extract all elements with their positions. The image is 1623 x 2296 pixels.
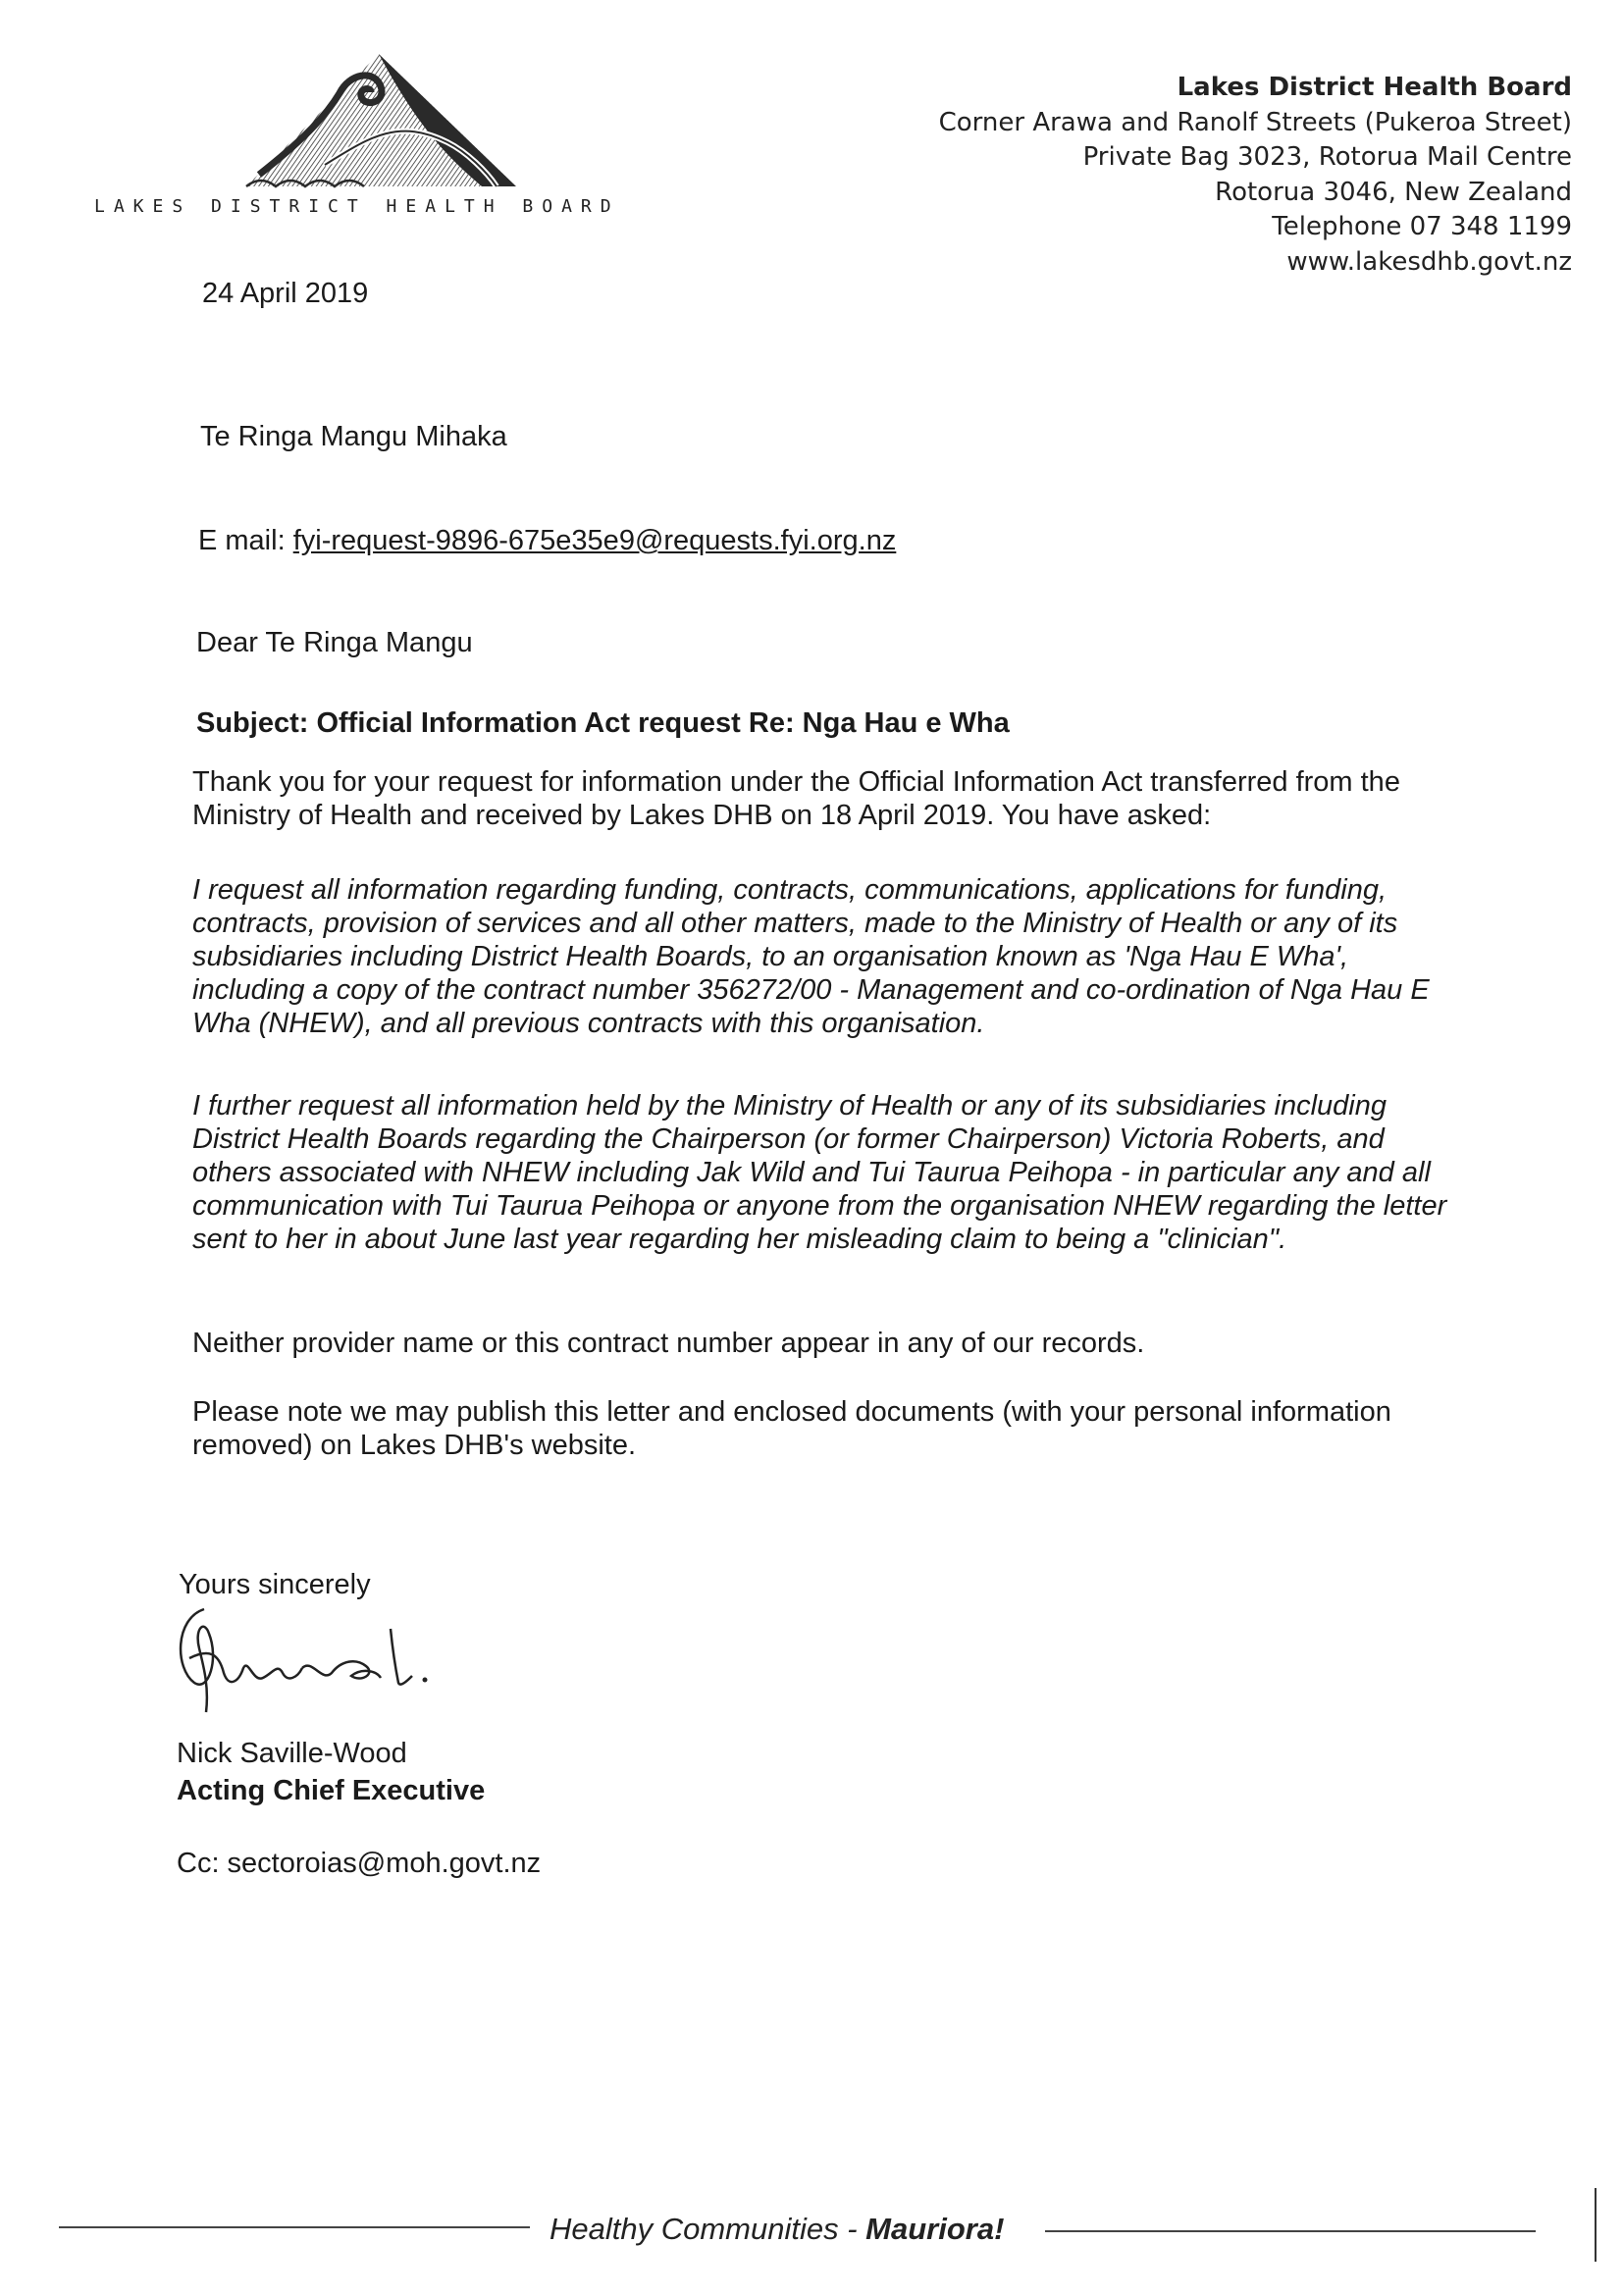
paragraph-publish-notice: Please note we may publish this letter and enclosed documents (with your personal information removed) on Lakes DHB's website. (192, 1396, 1391, 1461)
email-link[interactable]: fyi-request-9896-675e35e9@requests.fyi.org.nz (292, 525, 897, 556)
subject-line: Subject: Official Information Act request Re: Nga Hau e Wha (196, 707, 1010, 739)
website: www.lakesdhb.govt.nz (1286, 246, 1572, 277)
letter-date: 24 April 2019 (202, 278, 369, 309)
paragraph-response: Neither provider name or this contract number appear in any of our records. (192, 1328, 1145, 1359)
recipient-name: Te Ringa Mangu Mihaka (200, 421, 507, 452)
telephone: Telephone 07 348 1199 (1272, 212, 1572, 241)
footer-rule-left (59, 2226, 530, 2228)
quoted-request-1: I request all information regarding funding, contracts, communications, applications for funding, contracts, provision of services and all other matters, made to the Ministry of Health or any of its subsidiaries including District Health Boards, to an organisation known as 'Nga Hau E Wha', including a copy of the contract number 356272/00 - Management and co-ordination of Nga Hau E Wha (NHEW), and all previous contracts with this organisation. (192, 874, 1430, 1039)
closing: Yours sincerely (179, 1569, 371, 1600)
address-line: Corner Arawa and Ranolf Streets (Pukeroa Street) (938, 107, 1572, 137)
handwritten-signature-icon (165, 1590, 449, 1717)
tagline-accent: Mauriora! (865, 2212, 1005, 2246)
org-name: Lakes District Health Board (1177, 73, 1572, 102)
logo-wordmark: LAKES DISTRICT HEALTH BOARD (94, 196, 620, 217)
recipient-email (198, 524, 896, 557)
address-line: Private Bag 3023, Rotorua Mail Centre (1082, 142, 1572, 172)
cc-line: Cc: sectoroias@moh.govt.nz (177, 1848, 542, 1879)
footer-rule-right (1045, 2230, 1536, 2232)
quoted-request-2: I further request all information held by the Ministry of Health or any of its subsidiaries including District Health Boards regarding the Chairperson (or former Chairperson) Victoria Roberts, and others associated with NHEW including Jak Wild and Tui Taurua Peihopa - in particular any and all communication with Tui Taurua Peihopa or anyone from the organisation NHEW regarding the letter sent to her in about June last year regarding her misleading claim to being a "clinician". (192, 1090, 1447, 1255)
footer-tagline (550, 2212, 1004, 2247)
mountain-wave-logo-icon (153, 49, 565, 206)
signatory-title: Acting Chief Executive (177, 1775, 486, 1806)
address-line: Rotorua 3046, New Zealand (1215, 177, 1572, 207)
scan-edge-mark (1595, 2188, 1597, 2262)
salutation: Dear Te Ringa Mangu (196, 627, 473, 658)
paragraph-thanks: Thank you for your request for information under the Official Information Act transferred from the Ministry of Health and received by Lakes DHB on 18 April 2019. You have asked: (192, 766, 1400, 831)
email-label: E mail: (198, 525, 286, 556)
letterhead-address (939, 71, 1572, 280)
signatory-name: Nick Saville-Wood (177, 1738, 407, 1769)
tagline-text: Healthy Communities - (550, 2212, 866, 2246)
lakes-dhb-logo (94, 49, 620, 235)
